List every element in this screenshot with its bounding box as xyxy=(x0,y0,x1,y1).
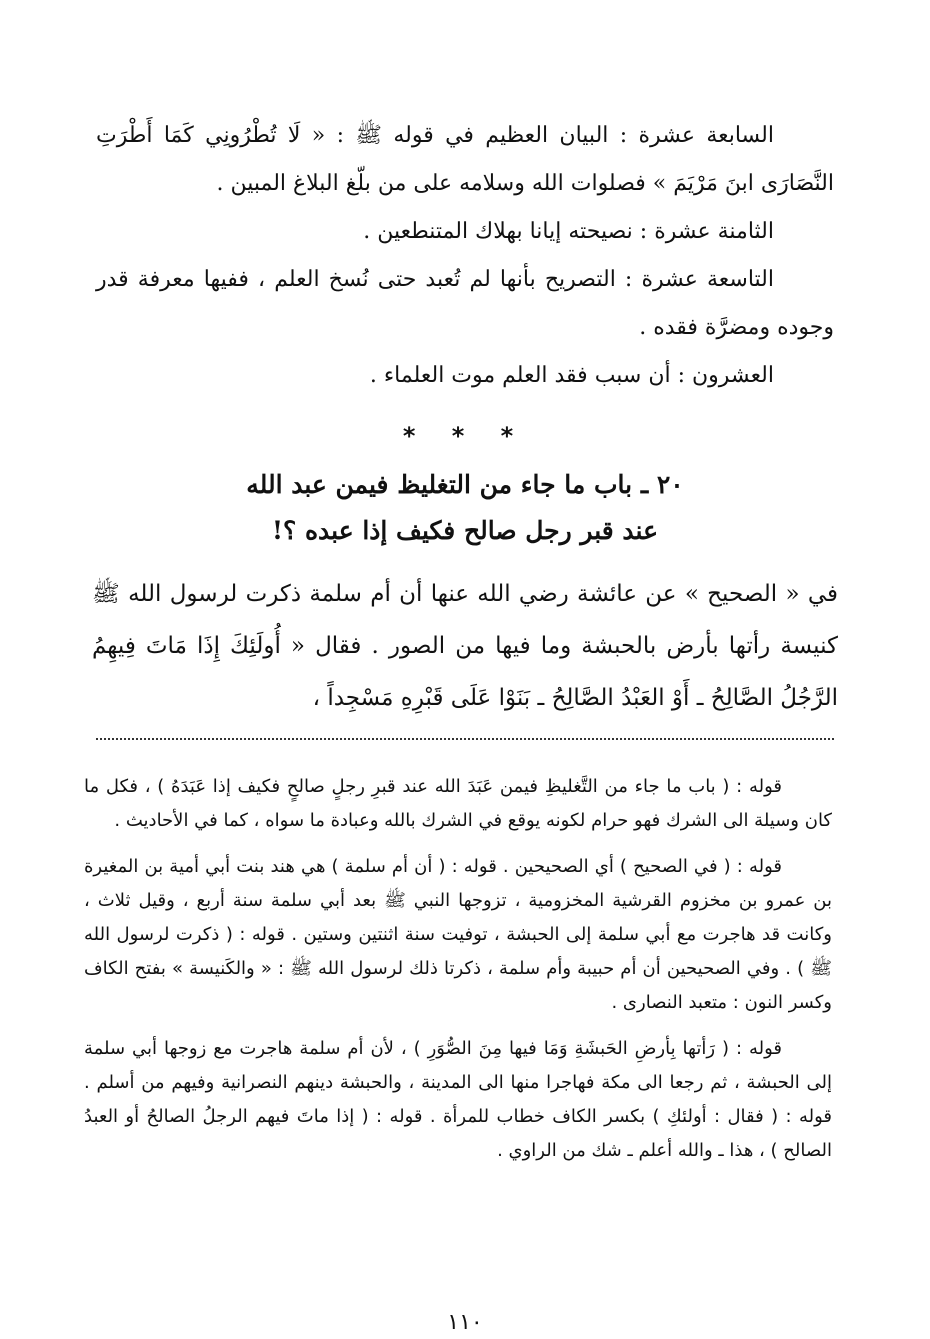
footnote-divider xyxy=(96,738,834,740)
page-number: ١١٠ xyxy=(447,1310,483,1335)
point-seventeen: السابعة عشرة : البيان العظيم في قوله ﷺ : « لَا تُطْرُونِي كَمَا أَطْرَتِ النَّصَارَى ابنَ مَرْيَمَ » فصلوات الله وسلامه على من بلّغ البلاغ المبين . xyxy=(96,123,834,196)
hadith-text: في « الصحيح » عن عائشة رضي الله عنها أن أم سلمة ذكرت لرسول الله ﷺ كنيسة رأتها بأرض بالحبشة وما فيها من الصور . فقال « أُولَئِكَ إِذَا مَاتَ فِيهِمُ الرَّجُلُ الصَّالِحُ ـ أَوْ العَبْدُ الصَّالِحُ ـ بَنَوْا عَلَى قَبْرِهِ مَسْجِداً ، xyxy=(92,581,838,711)
point-twenty: العشرون : أن سبب فقد العلم موت العلماء . xyxy=(369,363,774,388)
point-eighteen: الثامنة عشرة : نصيحته إيانا بهلاك المتنطعين . xyxy=(363,219,774,244)
chapter-heading-line2: عند قبر رجل صالح فكيف إذا عبده ؟! xyxy=(272,516,658,545)
section-separator: * * * xyxy=(402,422,528,450)
note-abyssinia: قوله : ( رَأتها بِأرضِ الحَبشَةِ وَمَا فيها مِنَ الصُّوَرِ ) ، لأن أم سلمة هاجرت مع زوجها أبي سلمة إلى الحبشة ، ثم رجعا الى مكة فهاجرا منها الى المدينة ، والحبشة دينهم النصرانية وفيهم من أسلم . قوله : ( فقال : أولئكِ ) بكسر الكاف خطاب للمرأة . قوله : ( إذا ماتَ فيهم الرجلُ الصالحُ أو العبدُ الصالح ) ، هذا ـ والله أعلم ـ شك من الراوي . xyxy=(84,1038,832,1161)
point-nineteen: التاسعة عشرة : التصريح بأنها لم تُعبد حتى نُسخ العلم ، ففيها معرفة قدر وجوده ومضرَّة فقده . xyxy=(96,267,834,340)
commentary-notes xyxy=(84,770,832,1180)
main-text xyxy=(92,568,838,724)
chapter-heading xyxy=(80,462,850,554)
note-sahih: قوله : ( في الصحيح ) أي الصحيحين . قوله : ( أن أم سلمة ) هي هند بنت أبي أمية بن المغيرة بن عمرو بن مخزوم القرشية المخزومية ، تزوجها النبي ﷺ بعد أبي سلمة سنة أربع ، وقيل ثلاث ، وكانت قد هاجرت مع أبي سلمة إلى الحبشة ، توفيت سنة اثنتين وستين . قوله : ( ذكرت لرسول الله ﷺ ) . وفي الصحيحين أن أم حبيبة وأم سلمة ، ذكرتا ذلك لرسول الله ﷺ : « والكَنيسة » بفتح الكاف وكسر النون : متعبد النصارى . xyxy=(84,856,832,1013)
numbered-points xyxy=(96,112,834,400)
note-chapter-title: قوله : ( باب ما جاء من التَّغليظِ فيمن عَبَدَ الله عند قبرِ رجلٍ صالحٍ فكيف إذا عَبَدَهُ ) ، فكل ما كان وسيلة الى الشرك فهو حرام لكونه يوقع في الشرك بالله وعبادة ما سواه ، كما في الأحاديث . xyxy=(84,776,832,831)
chapter-heading-line1: ٢٠ ـ باب ما جاء من التغليظ فيمن عبد الله xyxy=(246,470,684,499)
